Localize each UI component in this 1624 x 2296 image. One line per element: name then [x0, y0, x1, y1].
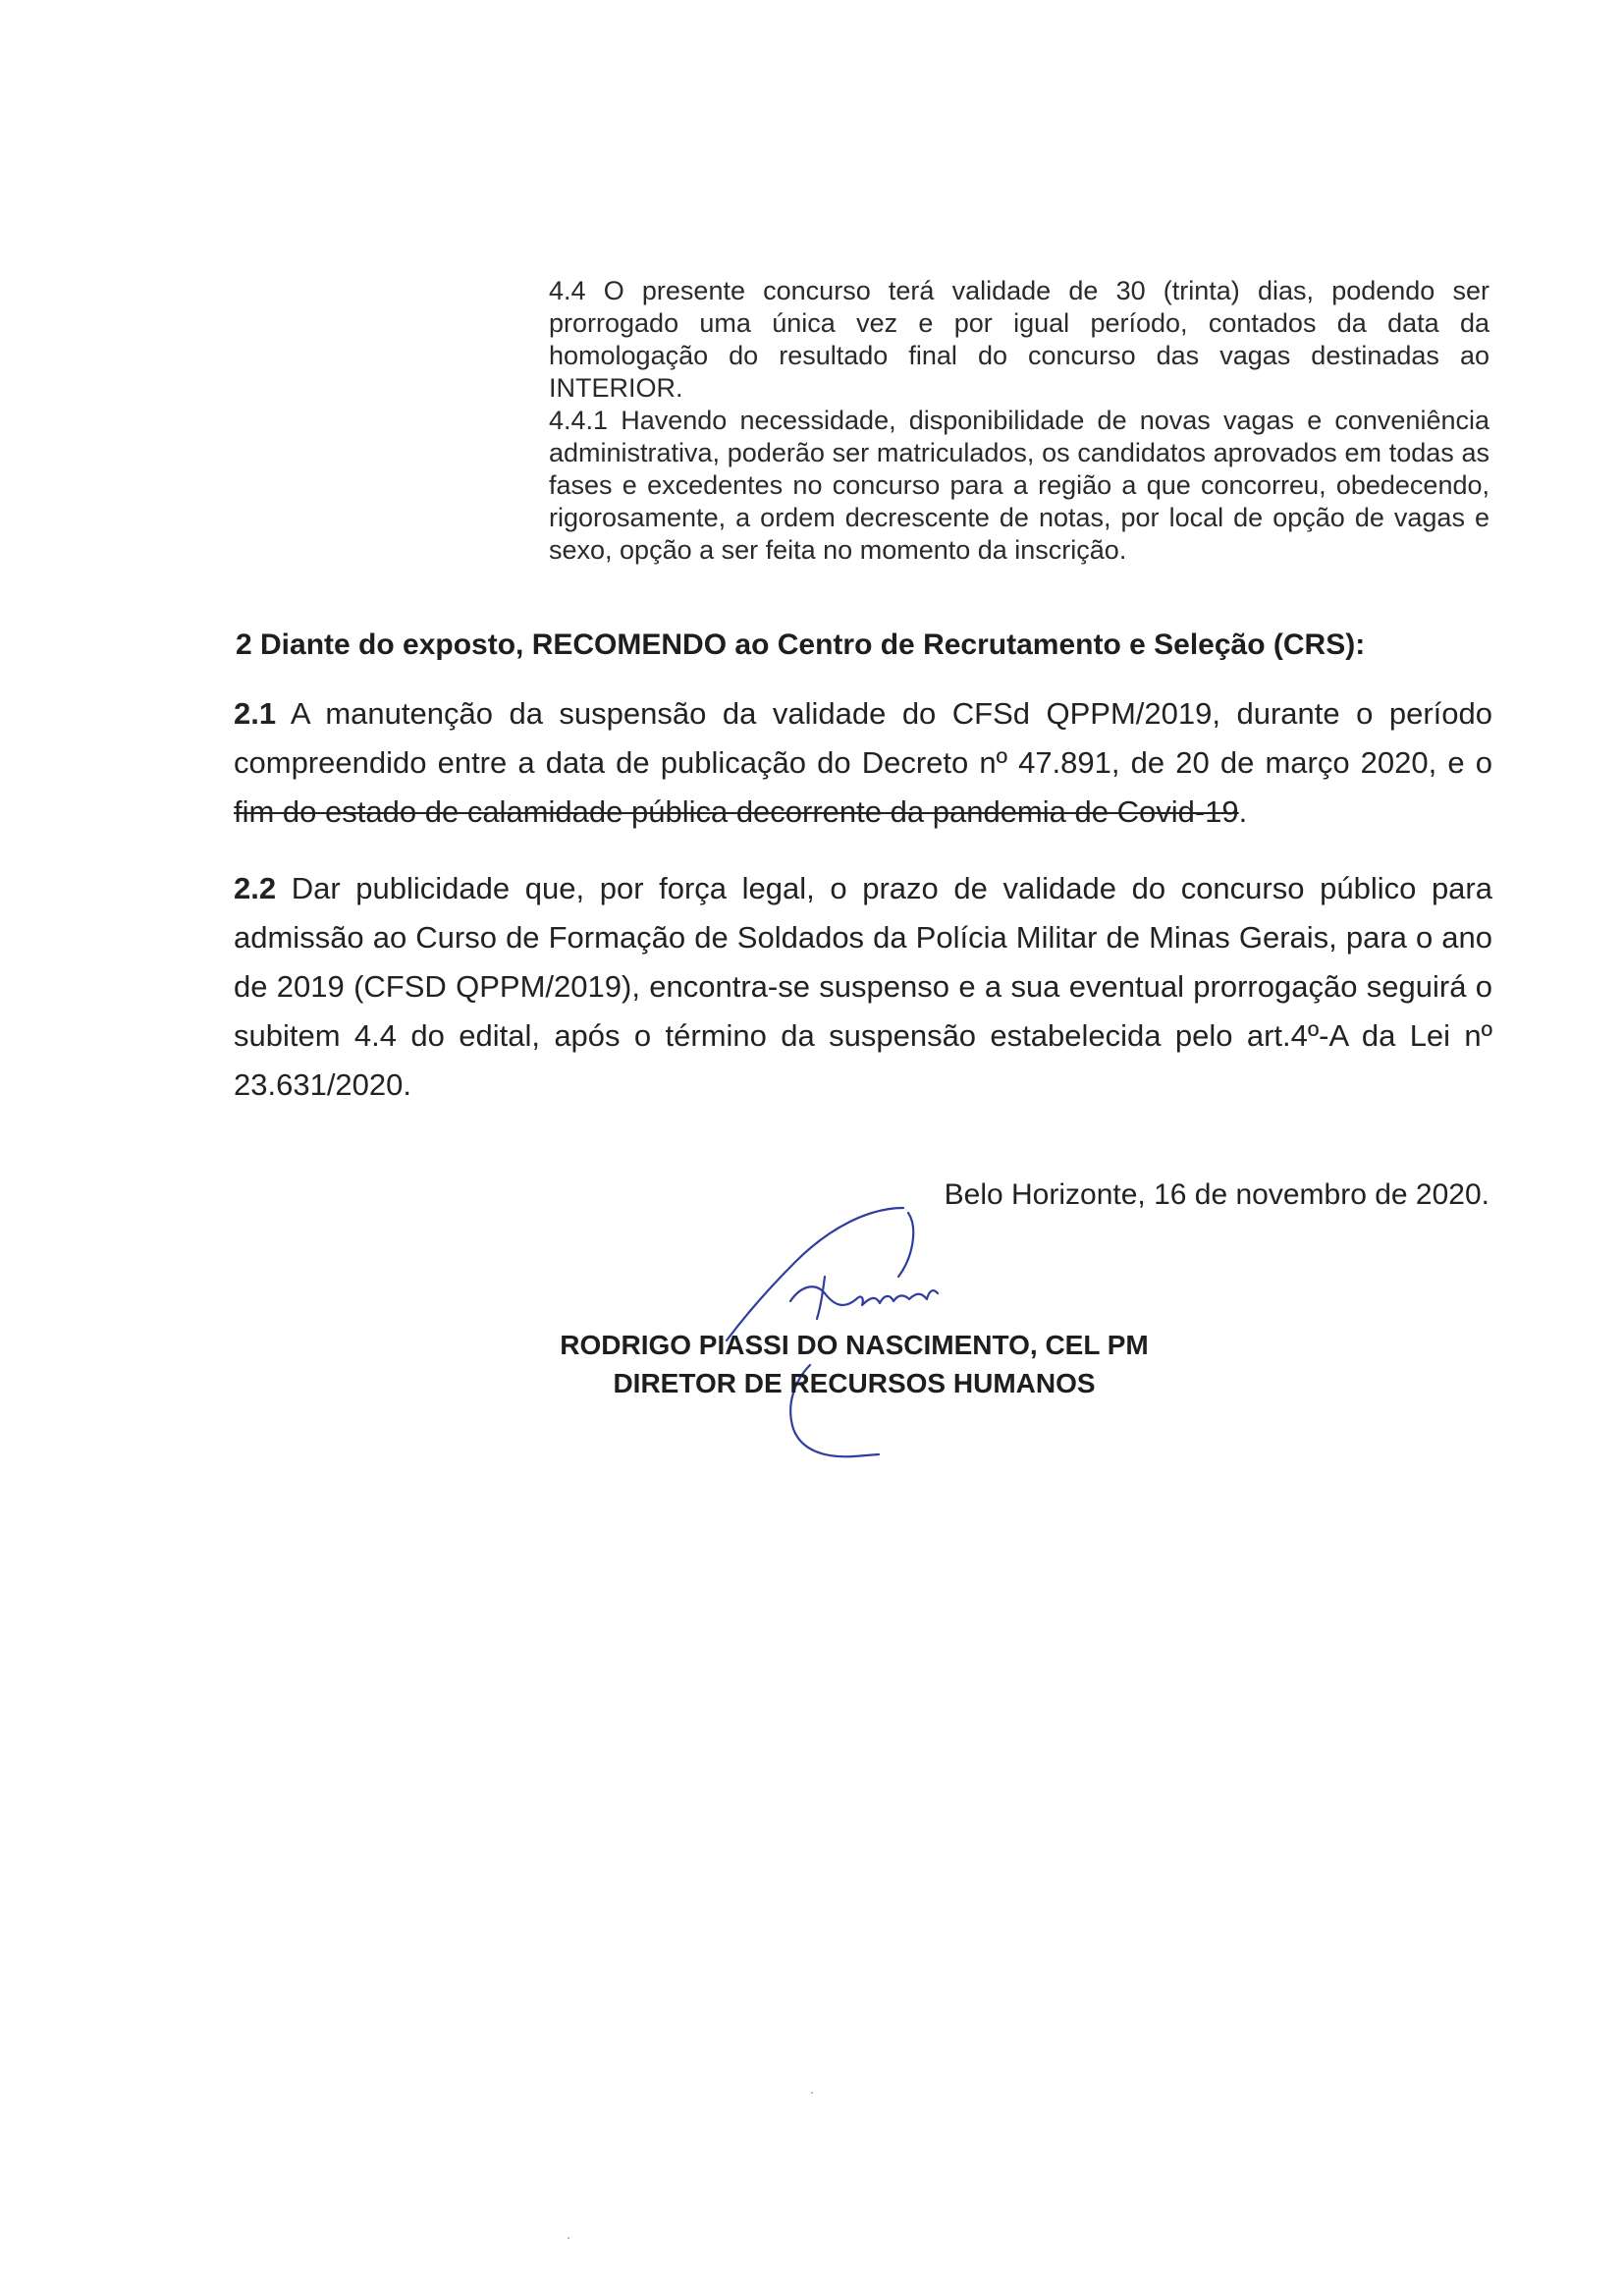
- item-2-1-end: .: [1238, 794, 1248, 829]
- signer-name: RODRIGO PIASSI DO NASCIMENTO, CEL PM: [560, 1330, 1149, 1360]
- signer-title: DIRETOR DE RECURSOS HUMANOS: [613, 1368, 1096, 1398]
- item-2-1: [234, 689, 1492, 837]
- clause-4-4: 4.4 O presente concurso terá validade de 30 (trinta) dias, podendo ser prorrogado uma única vez e por igual período, contados da data da homologação do resultado final do concurso das vagas destinadas ao INTERIOR.: [549, 276, 1489, 403]
- item-2-2-number: 2.2: [234, 871, 277, 905]
- item-2-1-struck-text: fim do estado de calamidade pública decorrente da pandemia de Covid-19: [234, 794, 1239, 829]
- item-2-2: [234, 864, 1492, 1110]
- clause-4-4-1: 4.4.1 Havendo necessidade, disponibilidade de novas vagas e conveniência administrativa, poderão ser matriculados, os candidatos aprovados em todas as fases e excedentes no concurso para a região a que concorreu, obedecendo, rigorosamente, a ordem decrescente de notas, por local de opção de vagas e sexo, opção a ser feita no momento da inscrição.: [549, 406, 1489, 565]
- signer-block: [511, 1326, 1198, 1402]
- place-and-date: Belo Horizonte, 16 de novembro de 2020.: [944, 1178, 1489, 1211]
- quoted-edital-clauses: [549, 275, 1489, 567]
- scan-artifact: [811, 2092, 813, 2094]
- item-2-1-number: 2.1: [234, 696, 277, 731]
- item-2-1-text: A manutenção da suspensão da validade do CFSd QPPM/2019, durante o período compreendido entre a data de publicação do Decreto nº 47.891, de 20 de março 2020, e o: [234, 696, 1492, 780]
- recommendation-heading: 2 Diante do exposto, RECOMENDO ao Centro de Recrutamento e Seleção (CRS):: [236, 629, 1366, 661]
- item-2-2-text: Dar publicidade que, por força legal, o prazo de validade do concurso público para admissão ao Curso de Formação de Soldados da Polícia Militar de Minas Gerais, para o ano de 2019 (CFSD QPPM/2019), encontra-se suspenso e a sua eventual prorrogação seguirá o subitem 4.4 do edital, após o término da suspensão estabelecida pelo art.4º-A da Lei nº 23.631/2020.: [234, 871, 1492, 1102]
- scan-artifact: [568, 2237, 569, 2239]
